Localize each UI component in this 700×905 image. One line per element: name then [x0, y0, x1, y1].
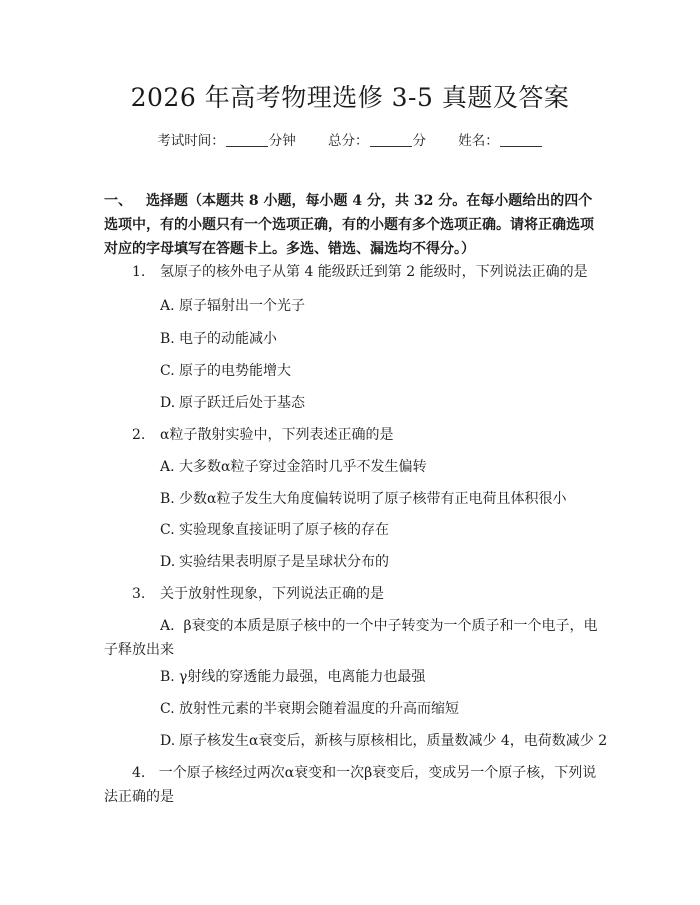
exam-time-unit: 分钟 — [268, 133, 296, 149]
answer-option — [160, 550, 389, 574]
section-instructions: 选择题（本题共 8 小题，每小题 4 分，共 32 分。在每小题给出的四个选项中，有的小题只有一个选项正确，有的小题有多个选项正确。请将正确选项对应的字母填写在答题卡上。多选、错选、漏选均不得分。） — [104, 193, 594, 257]
option-text: 实验现象直接证明了原子核的存在 — [179, 522, 389, 538]
option-text: 少数α粒子发生大角度偏转说明了原子核带有正电荷且体积很小 — [179, 491, 567, 507]
question-number: 3. — [132, 586, 146, 602]
option-text: γ射线的穿透能力最强，电离能力也最强 — [179, 669, 426, 685]
option-text: 原子跃迁后处于基态 — [179, 395, 305, 411]
option-letter: A. — [160, 459, 175, 475]
answer-option — [160, 518, 389, 542]
option-letter: D. — [160, 554, 176, 570]
option-letter: B. — [160, 491, 175, 507]
total-score-blank — [370, 146, 412, 147]
answer-option — [160, 487, 566, 511]
question-stem — [104, 761, 600, 809]
section-number: 一、 — [104, 193, 132, 209]
total-score-unit: 分 — [412, 133, 426, 149]
answer-option — [160, 665, 425, 689]
question-stem — [132, 423, 393, 447]
option-text: 大多数α粒子穿过金箔时几乎不发生偏转 — [179, 459, 427, 475]
option-text: β衰变的本质是原子核中的一个中子转变为一个质子和一个电子，电子释放出来 — [104, 618, 598, 658]
option-text: 原子的电势能增大 — [179, 363, 291, 379]
option-letter: C. — [160, 701, 175, 717]
answer-option — [160, 729, 607, 753]
option-text: 电子的动能减小 — [179, 331, 277, 347]
option-letter: C. — [160, 522, 175, 538]
option-letter: B. — [160, 669, 175, 685]
question-number: 2. — [132, 427, 146, 443]
question-text: α粒子散射实验中，下列表述正确的是 — [160, 427, 394, 443]
answer-option — [104, 614, 600, 662]
student-name-field — [458, 131, 543, 151]
option-letter: A. — [160, 618, 175, 634]
option-letter: A. — [160, 298, 175, 314]
answer-option — [160, 455, 426, 479]
option-letter: C. — [160, 363, 175, 379]
exam-time-field — [157, 131, 296, 151]
student-name-label: 姓名： — [458, 133, 499, 149]
question-text: 一个原子核经过两次α衰变和一次β衰变后，变成另一个原子核，下列说法正确的是 — [104, 765, 597, 805]
option-letter: D. — [160, 733, 176, 749]
exam-meta-line — [0, 131, 700, 151]
option-text: 放射性元素的半衰期会随着温度的升高而缩短 — [179, 701, 459, 717]
page-title: 2026 年高考物理选修 3-5 真题及答案 — [130, 83, 570, 112]
option-letter: B. — [160, 331, 175, 347]
answer-option — [160, 697, 459, 721]
question-number: 4. — [132, 765, 146, 781]
option-text: 实验结果表明原子是呈球状分布的 — [179, 554, 389, 570]
question-number: 1. — [132, 264, 146, 280]
exam-time-blank — [226, 146, 268, 147]
option-text: 原子辐射出一个光子 — [179, 298, 305, 314]
section-heading — [104, 189, 600, 261]
exam-time-label: 考试时间： — [157, 133, 225, 149]
answer-option — [160, 327, 277, 351]
total-score-label: 总分： — [328, 133, 369, 149]
question-text: 关于放射性现象，下列说法正确的是 — [160, 586, 384, 602]
option-text: 原子核发生α衰变后，新核与原核相比，质量数减少 4，电荷数减少 2 — [179, 733, 608, 749]
student-name-blank — [500, 146, 542, 147]
question-stem — [132, 582, 384, 606]
question-stem — [132, 260, 588, 284]
answer-option — [160, 294, 305, 318]
question-text: 氢原子的核外电子从第 4 能级跃迁到第 2 能级时，下列说法正确的是 — [160, 264, 588, 280]
answer-option — [160, 359, 291, 383]
option-letter: D. — [160, 395, 176, 411]
answer-option — [160, 391, 305, 415]
total-score-field — [328, 131, 426, 151]
